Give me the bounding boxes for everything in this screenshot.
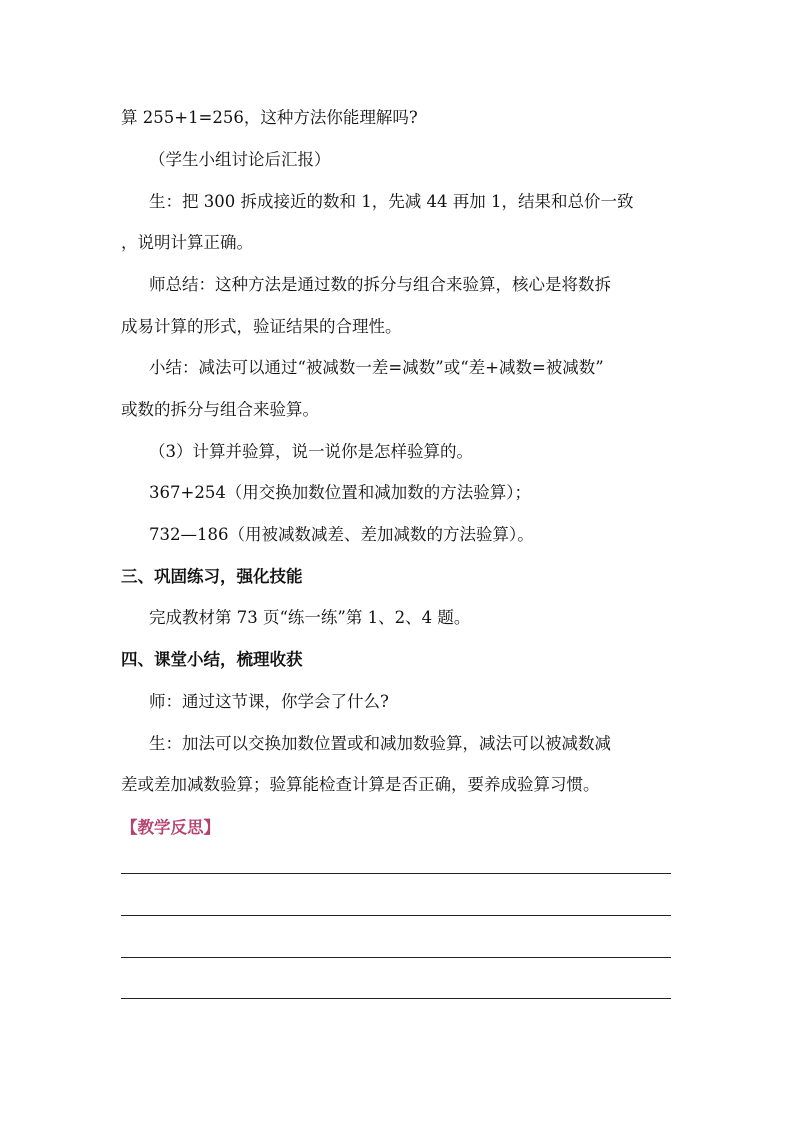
writing-line	[121, 998, 671, 999]
text-line: 差或差加减数验算；验算能检查计算是否正确，要养成验算习惯。	[121, 775, 600, 794]
text-line: 生：加法可以交换加数位置或和减加数验算，减法可以被减数减	[149, 734, 611, 753]
writing-line	[121, 957, 671, 958]
text-line: 732—186（用被减数减差、差加减数的方法验算）。	[149, 525, 534, 544]
text-line: 师：通过这节课，你学会了什么?	[149, 692, 389, 711]
writing-line	[121, 873, 671, 874]
section-heading: 四、课堂小结，梳理收获	[121, 650, 303, 669]
section-heading: 三、巩固练习，强化技能	[121, 567, 303, 586]
text-line: （学生小组讨论后汇报）	[149, 150, 331, 169]
text-line: 或数的拆分与组合来验算。	[121, 400, 319, 419]
text-line: 完成教材第 73 页“练一练”第 1、2、4 题。	[149, 608, 471, 627]
text-line: 367+254（用交换加数位置和减加数的方法验算）；	[149, 483, 532, 502]
writing-line	[121, 915, 671, 916]
text-line: 算 255+1=256，这种方法你能理解吗?	[121, 108, 418, 127]
text-line: 师总结：这种方法是通过数的拆分与组合来验算，核心是将数拆	[149, 275, 611, 294]
text-line: 生：把 300 拆成接近的数和 1，先减 44 再加 1，结果和总价一致	[149, 192, 634, 211]
text-line: ，说明计算正确。	[121, 233, 253, 252]
text-line: 成易计算的形式，验证结果的合理性。	[121, 317, 402, 336]
reflection-title: 【教学反思】	[121, 818, 220, 837]
text-line: 小结：减法可以通过“被减数一差=减数”或“差+减数=被减数”	[149, 358, 604, 377]
text-line: （3）计算并验算，说一说你是怎样验算的。	[149, 442, 473, 461]
